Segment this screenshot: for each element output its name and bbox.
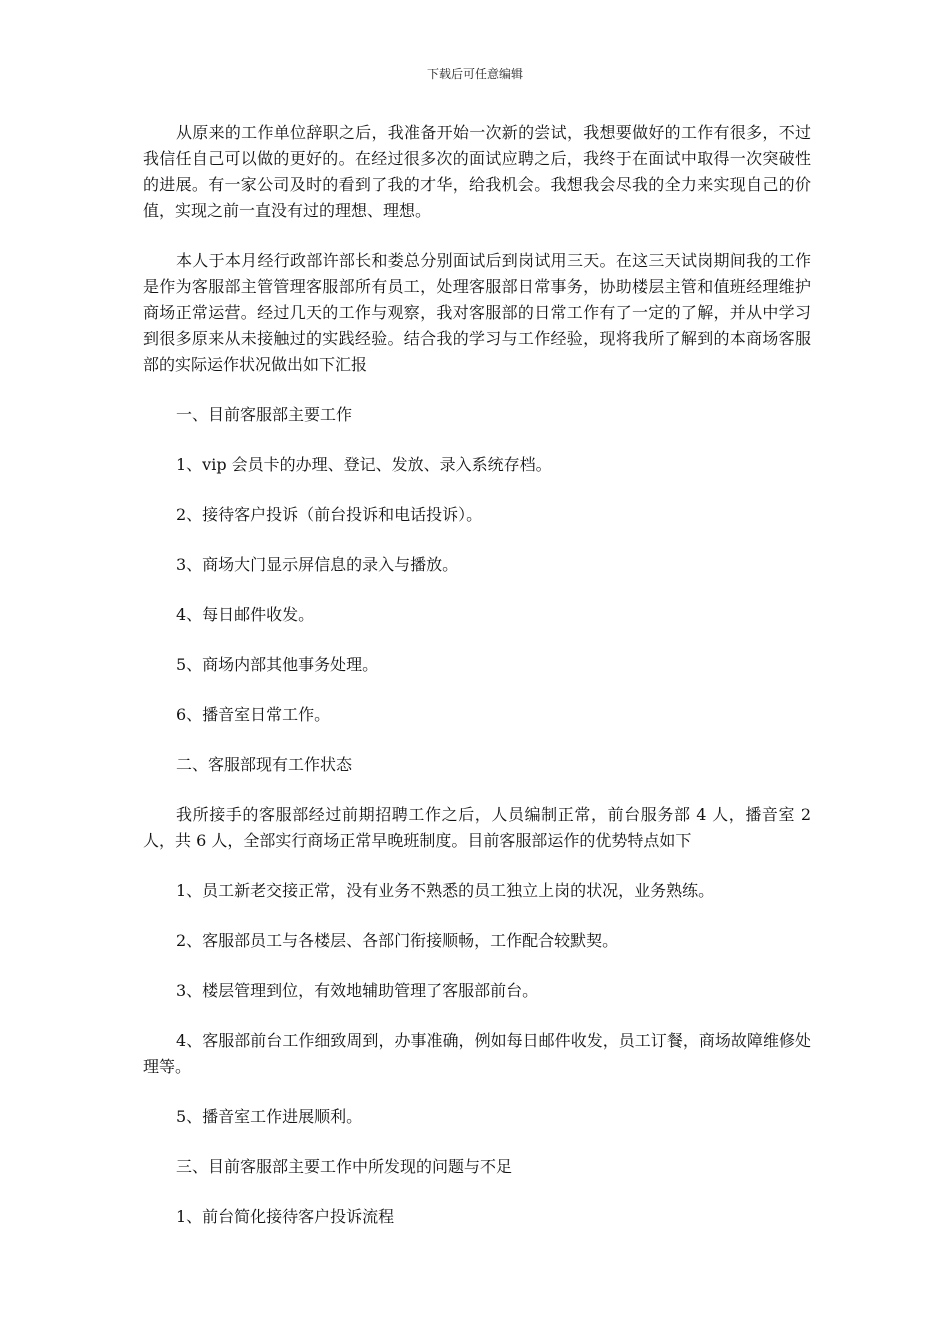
section-heading: 二、客服部现有工作状态 xyxy=(176,755,353,774)
list-item: 2、接待客户投诉（前台投诉和电话投诉）。 xyxy=(176,505,483,524)
list-item: 3、楼层管理到位，有效地辅助管理了客服部前台。 xyxy=(176,981,539,1000)
section-heading: 一、目前客服部主要工作 xyxy=(176,405,353,424)
paragraph: 我所接手的客服部经过前期招聘工作之后，人员编制正常，前台服务部 4 人，播音室 2 人，共 6 人，全部实行商场正常早晚班制度。目前客服部运作的优势特点如下 xyxy=(143,805,811,850)
list-item: 6、播音室日常工作。 xyxy=(176,705,331,724)
list-item: 1、vip 会员卡的办理、登记、发放、录入系统存档。 xyxy=(176,455,552,474)
list-item: 2、客服部员工与各楼层、各部门衔接顺畅，工作配合较默契。 xyxy=(176,931,619,950)
section-heading: 三、目前客服部主要工作中所发现的问题与不足 xyxy=(176,1157,513,1176)
list-item: 5、商场内部其他事务处理。 xyxy=(176,655,379,674)
list-item: 5、播音室工作进展顺利。 xyxy=(176,1107,363,1126)
page-header: 下载后可任意编辑 xyxy=(426,67,523,81)
list-item: 1、前台简化接待客户投诉流程 xyxy=(176,1207,395,1226)
document-body xyxy=(143,120,811,1230)
list-item: 3、商场大门显示屏信息的录入与播放。 xyxy=(176,555,459,574)
paragraph: 从原来的工作单位辞职之后，我准备开始一次新的尝试，我想要做好的工作有很多，不过我信任自己可以做的更好的。在经过很多次的面试应聘之后，我终于在面试中取得一次突破性的进展。有一家公司及时的看到了我的才华，给我机会。我想我会尽我的全力来实现自己的价值，实现之前一直没有过的理想、理想。 xyxy=(143,123,811,220)
list-item: 1、员工新老交接正常，没有业务不熟悉的员工独立上岗的状况，业务熟练。 xyxy=(176,881,715,900)
list-item: 4、客服部前台工作细致周到，办事准确，例如每日邮件收发，员工订餐，商场故障维修处理等。 xyxy=(143,1031,811,1076)
paragraph: 本人于本月经行政部许部长和娄总分别面试后到岗试用三天。在这三天试岗期间我的工作是作为客服部主管管理客服部所有员工，处理客服部日常事务，协助楼层主管和值班经理维护商场正常运营。经过几天的工作与观察，我对客服部的日常工作有了一定的了解，并从中学习到很多原来从未接触过的实践经验。结合我的学习与工作经验，现将我所了解到的本商场客服部的实际运作状况做出如下汇报 xyxy=(143,251,811,374)
list-item: 4、每日邮件收发。 xyxy=(176,605,315,624)
